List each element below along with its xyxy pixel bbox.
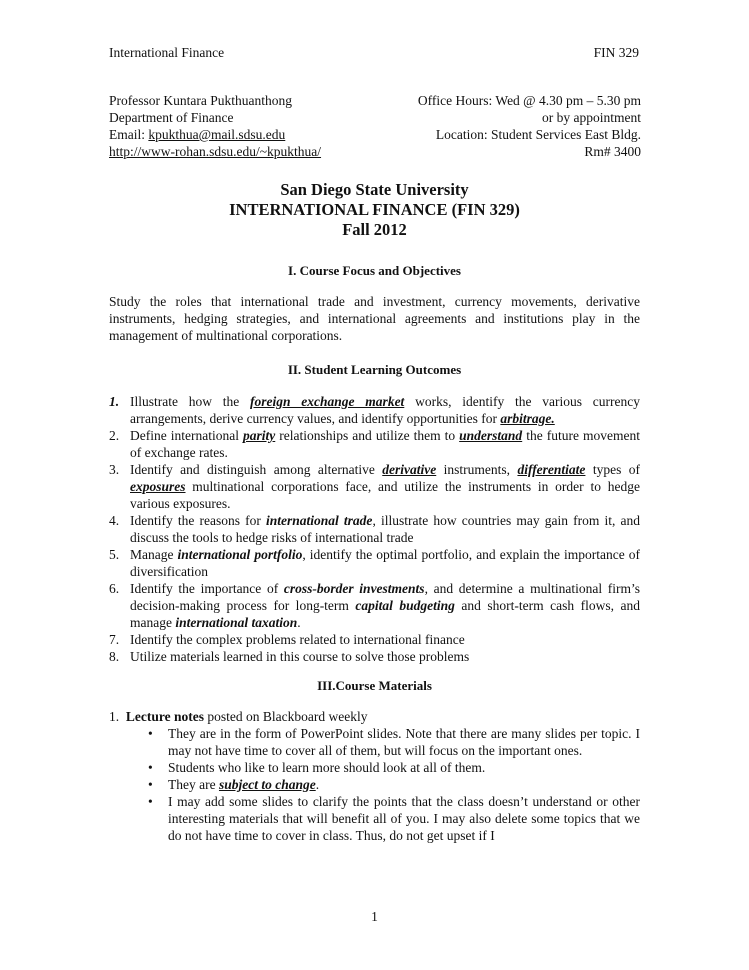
item-text: , and determine a multinational firm’s decision-making process for long-term (130, 581, 640, 613)
bullet-item (148, 776, 640, 793)
list-number: 1. (109, 709, 120, 724)
list-number: 6. (109, 581, 120, 596)
item-text: , illustrate how countries may gain from it, and discuss the tools to hedge risks of international trade (130, 513, 640, 545)
emphasis-term: cross-border investments (283, 581, 425, 596)
item-text: multinational corporations face, and utilize the instruments in order to hedge various exposures. (130, 479, 640, 511)
materials-item-lecture-notes (109, 708, 640, 725)
list-item (109, 393, 640, 427)
bullet-item: • I may add some slides to clarify the points that the class doesn’t understand or other interesting materials that will benefit all of you. I may also delete some topics that we do not have time to cover in class. Thus, do not get upset if I (148, 793, 640, 844)
bullet-item: • Students who like to learn more should look at all of them. (148, 759, 640, 776)
item-text: Illustrate how the (130, 394, 251, 409)
section-focus-body: Study the roles that international trade and investment, currency movements, derivative instruments, hedging strategies, and international agreements and institutions play in the management of multinational corporations. (109, 294, 640, 343)
emphasis-term: arbitrage. (500, 411, 555, 426)
item-text: Identify the importance of (130, 581, 284, 596)
emphasis-term: exposures (130, 479, 186, 494)
office-location: Location: Student Services East Bldg. (435, 127, 641, 142)
instructor-website (109, 143, 321, 160)
university-title: San Diego State University (280, 180, 469, 199)
header-course-name: International Finance (109, 45, 225, 60)
section-heading-focus: I. Course Focus and Objectives (288, 263, 461, 278)
item-text: Manage (130, 547, 178, 562)
office-hours: Office Hours: Wed @ 4.30 pm – 5.30 pm (417, 93, 641, 108)
office-appointment: or by appointment (542, 110, 641, 125)
list-item (109, 648, 640, 665)
website-link[interactable]: http://www-rohan.sdsu.edu/~kpukthua/ (109, 144, 322, 159)
instructor-department: Department of Finance (109, 110, 234, 125)
item-text: the future movement of exchange rates. (130, 428, 640, 460)
bullet-text: . (315, 777, 320, 792)
list-item (109, 546, 640, 580)
header-course-code: FIN 329 (593, 45, 639, 60)
page-number: 1 (371, 909, 378, 924)
list-number: 7. (109, 632, 120, 647)
emphasis-term: parity (243, 428, 276, 443)
lecture-notes-bullets (148, 725, 640, 844)
emphasis-term: capital budgeting (355, 598, 455, 613)
email-label: Email: (109, 127, 149, 142)
subject-to-change-emphasis: subject to change (218, 777, 316, 792)
item-text: , identify the optimal portfolio, and explain the importance of diversification (130, 547, 640, 579)
item-text: Identify and distinguish among alternative (130, 462, 383, 477)
outcomes-list (109, 393, 640, 665)
list-number: 5. (109, 547, 120, 562)
lecture-notes-text: posted on Blackboard weekly (203, 709, 368, 724)
office-room: Rm# 3400 (584, 144, 641, 159)
item-text: Define international (130, 428, 244, 443)
item-text: Identify the complex problems related to international finance (130, 632, 465, 647)
list-item (109, 461, 640, 512)
emphasis-term: differentiate (517, 462, 586, 477)
term-title: Fall 2012 (342, 220, 407, 239)
instructor-email (109, 126, 321, 143)
bullet-text: They are (168, 777, 219, 792)
list-number: 1. (109, 394, 120, 409)
section-heading-outcomes: II. Student Learning Outcomes (287, 362, 462, 377)
list-number: 8. (109, 649, 120, 664)
bullet-item: • They are in the form of PowerPoint slides. Note that there are many slides per topic. I may not have time to cover all of them, but will focus on the important ones. (148, 725, 640, 759)
item-text: Utilize materials learned in this course to solve those problems (130, 649, 470, 664)
emphasis-term: international taxation (175, 615, 298, 630)
emphasis-term: foreign exchange market (250, 394, 405, 409)
course-title: INTERNATIONAL FINANCE (FIN 329) (229, 200, 520, 219)
item-text: relationships and utilize them to (275, 428, 460, 443)
list-number: 4. (109, 513, 120, 528)
item-text: Identify the reasons for (130, 513, 267, 528)
list-item (109, 427, 640, 461)
list-number: 3. (109, 462, 120, 477)
emphasis-term: international portfolio (177, 547, 303, 562)
item-text: . (297, 615, 301, 630)
emphasis-term: derivative (382, 462, 437, 477)
email-link[interactable]: kpukthua@mail.sdsu.edu (148, 127, 286, 142)
list-item (109, 512, 640, 546)
office-info (418, 92, 641, 160)
item-text: and short-term cash flows, and manage (130, 598, 640, 630)
instructor-info (109, 92, 321, 160)
list-item (109, 580, 640, 631)
list-number: 2. (109, 428, 120, 443)
lecture-notes-label: Lecture notes (125, 709, 204, 724)
instructor-name: Professor Kuntara Pukthuanthong (109, 93, 292, 108)
emphasis-term: international trade (266, 513, 373, 528)
item-text: types of (585, 462, 640, 477)
list-item (109, 631, 640, 648)
item-text: works, identify the various currency arrangements, derive currency values, and identify opportunities for (130, 394, 640, 426)
document-title (0, 180, 749, 240)
section-heading-materials: III.Course Materials (317, 678, 432, 693)
emphasis-term: understand (459, 428, 523, 443)
item-text: instruments, (436, 462, 518, 477)
